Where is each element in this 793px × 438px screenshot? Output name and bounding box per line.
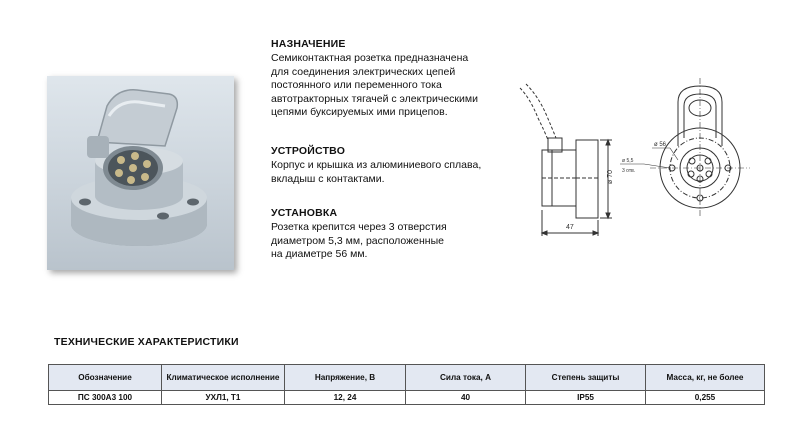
column-header: Степень защиты <box>526 365 646 391</box>
dimension-holes-count-label: 3 отв. <box>622 168 636 174</box>
construction-section <box>271 145 511 186</box>
purpose-heading: НАЗНАЧЕНИЕ <box>271 38 346 50</box>
dimension-hole-label: ø 5,5 <box>622 158 634 164</box>
construction-line: Корпус и крышка из алюминиевого сплава, <box>271 159 482 171</box>
purpose-line: Семиконтактная розетка предназначена <box>271 52 469 64</box>
table-cell: 0,255 <box>646 391 765 405</box>
socket-illustration <box>47 76 234 270</box>
installation-line: на диаметре 56 мм. <box>271 248 368 260</box>
purpose-line: автотракторных тягачей с электрическими <box>271 92 478 105</box>
specs-table <box>48 364 765 405</box>
purpose-line: для соединения электрических цепей <box>271 65 456 78</box>
table-cell: 40 <box>406 391 526 405</box>
table-header-row <box>49 365 765 391</box>
column-header: Напряжение, В <box>285 365 406 391</box>
dimension-drawing <box>512 78 762 243</box>
table-cell: 12, 24 <box>285 391 406 405</box>
construction-line: вкладыш с контактами. <box>271 172 385 185</box>
purpose-section <box>271 38 511 120</box>
dimension-circle-label: ø 56 <box>654 142 667 148</box>
purpose-line: цепями буксируемых ими прицепов. <box>271 106 448 118</box>
technical-drawing <box>512 78 762 248</box>
table-cell: ПС 300А3 100 <box>49 391 162 405</box>
installation-line: Розетка крепится через 3 отверстия <box>271 221 447 233</box>
dimension-diameter-label: ø 70 <box>607 169 614 184</box>
construction-heading: УСТРОЙСТВО <box>271 145 346 157</box>
table-cell: IP55 <box>526 391 646 405</box>
column-header: Масса, кг, не более <box>646 365 765 391</box>
column-header: Обозначение <box>49 365 162 391</box>
column-header: Климатическое исполнение <box>162 365 285 391</box>
column-header: Сила тока, А <box>406 365 526 391</box>
purpose-line: постоянного или переменного тока <box>271 79 442 91</box>
specs-title: ТЕХНИЧЕСКИЕ ХАРАКТЕРИСТИКИ <box>54 336 239 348</box>
product-photo <box>47 76 234 270</box>
installation-heading: УСТАНОВКА <box>271 207 338 219</box>
installation-section <box>271 207 511 262</box>
table-row <box>49 391 765 405</box>
installation-line: диаметром 5,3 мм, расположенные <box>271 234 444 247</box>
table-cell: УХЛ1, Т1 <box>162 391 285 405</box>
dimension-width-label: 47 <box>566 224 574 231</box>
